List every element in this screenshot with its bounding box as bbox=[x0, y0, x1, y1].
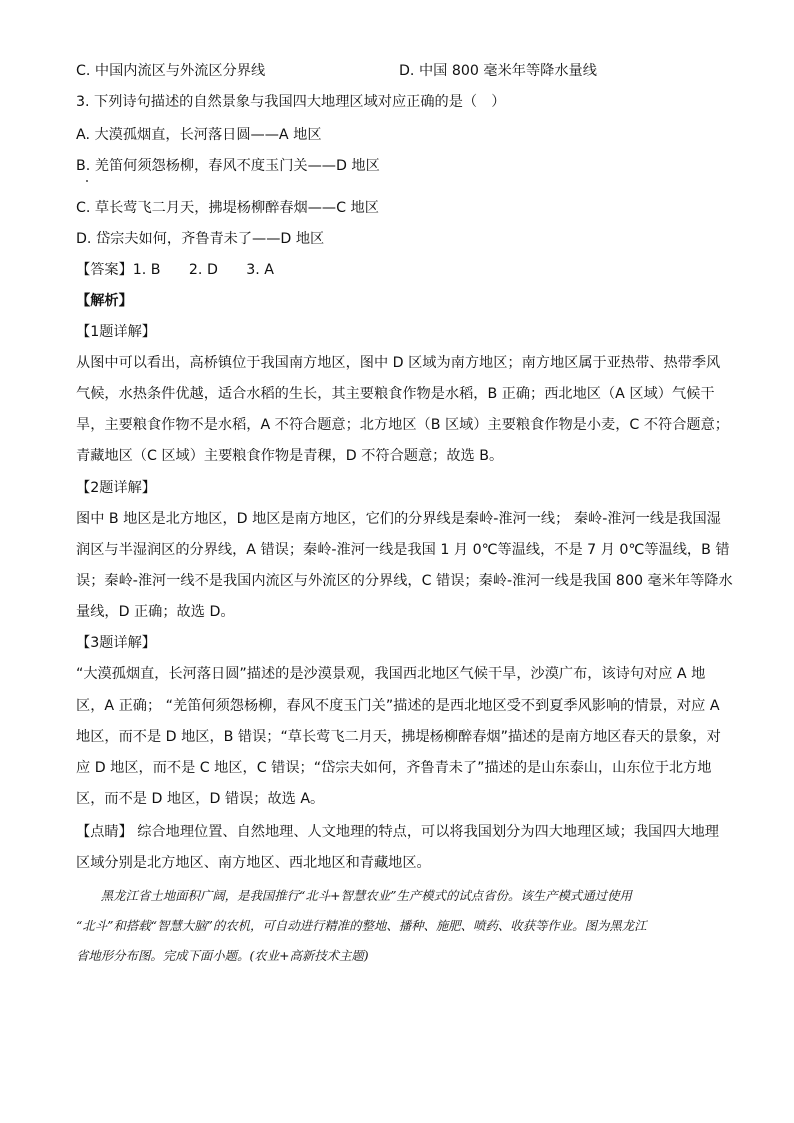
detail-3-line: 区，A 正确； “羌笛何须怨杨柳，春风不度玉门关”描述的是西北地区受不到夏季风影响的情景，对应 A bbox=[76, 698, 720, 714]
detail-1-heading: 【1题详解】 bbox=[76, 324, 156, 340]
q3-option-c: C. 草长莺飞二月天，拂堤杨柳醉春烟——C 地区 bbox=[76, 200, 379, 216]
answer-line: 【答案】1. B 2. D 3. A bbox=[76, 262, 275, 278]
q3-stem: 3. 下列诗句描述的自然景象与我国四大地理区域对应正确的是（ ） bbox=[76, 94, 506, 110]
stray-mark bbox=[86, 180, 88, 182]
point-line: 区域分别是北方地区、南方地区、西北地区和青藏地区。 bbox=[76, 855, 431, 871]
detail-2-line: 润区与半湿润区的分界线，A 错误；秦岭-淮河一线是我国 1 月 0℃等温线，不是 7 月 0℃等温线，B 错 bbox=[76, 542, 730, 558]
material-line: “北斗”和搭载“智慧大脑”的农机，可自动进行精准的整地、播种、施肥、喷药、收获等作业。图为黑龙江 bbox=[76, 918, 647, 933]
detail-3-line: 地区，而不是 D 地区，B 错误；“草长莺飞二月天，拂堤杨柳醉春烟”描述的是南方地区春天的景象，对 bbox=[76, 729, 721, 745]
detail-1-line: 旱，主要粮食作物不是水稻，A 不符合题意；北方地区（B 区域）主要粮食作物是小麦，C 不符合题意； bbox=[76, 417, 729, 433]
q3-option-b: B. 羌笛何须怨杨柳，春风不度玉门关——D 地区 bbox=[76, 158, 380, 174]
detail-3-line: 区，而不是 D 地区，D 错误；故选 A。 bbox=[76, 791, 325, 807]
material-line: 省地形分布图。完成下面小题。(农业+高新技术主题) bbox=[76, 948, 369, 963]
material-line: 黑龙江省土地面积广阔，是我国推行“北斗+智慧农业”生产模式的试点省份。该生产模式通过使用 bbox=[76, 888, 632, 903]
detail-1-line: 从图中可以看出，高桥镇位于我国南方地区，图中 D 区域为南方地区；南方地区属于亚热带、热带季风 bbox=[76, 355, 721, 371]
q2-option-d: D. 中国 800 毫米年等降水量线 bbox=[399, 63, 597, 79]
q3-option-a: A. 大漠孤烟直，长河落日圆——A 地区 bbox=[76, 127, 322, 143]
detail-2-line: 量线，D 正确；故选 D。 bbox=[76, 604, 235, 620]
detail-1-line: 气候，水热条件优越，适合水稻的生长，其主要粮食作物是水稻，B 正确；西北地区（A 区域）气候干 bbox=[76, 386, 715, 402]
q3-option-d: D. 岱宗夫如何，齐鲁青未了——D 地区 bbox=[76, 231, 325, 247]
detail-1-line: 青藏地区（C 区域）主要粮食作物是青稞，D 不符合题意；故选 B。 bbox=[76, 448, 504, 464]
detail-3-line: “大漠孤烟直，长河落日圆”描述的是沙漠景观，我国西北地区气候干旱，沙漠广布，该诗句对应 A 地 bbox=[76, 666, 706, 682]
detail-2-line: 误；秦岭-淮河一线不是我国内流区与外流区的分界线，C 错误；秦岭-淮河一线是我国 800 毫米年等降水 bbox=[76, 573, 733, 589]
detail-3-line: 应 D 地区，而不是 C 地区，C 错误；“岱宗夫如何，齐鲁青未了”描述的是山东泰山，山东位于北方地 bbox=[76, 760, 712, 776]
detail-3-heading: 【3题详解】 bbox=[76, 635, 156, 651]
q2-option-c: C. 中国内流区与外流区分界线 bbox=[76, 63, 266, 79]
detail-2-line: 图中 B 地区是北方地区，D 地区是南方地区，它们的分界线是秦岭-淮河一线； 秦岭-淮河一线是我国湿 bbox=[76, 511, 721, 527]
point-line: 【点睛】 综合地理位置、自然地理、人文地理的特点，可以将我国划分为四大地理区域；我国四大地理 bbox=[76, 824, 719, 840]
detail-2-heading: 【2题详解】 bbox=[76, 480, 156, 496]
analysis-heading: 【解析】 bbox=[76, 293, 133, 309]
